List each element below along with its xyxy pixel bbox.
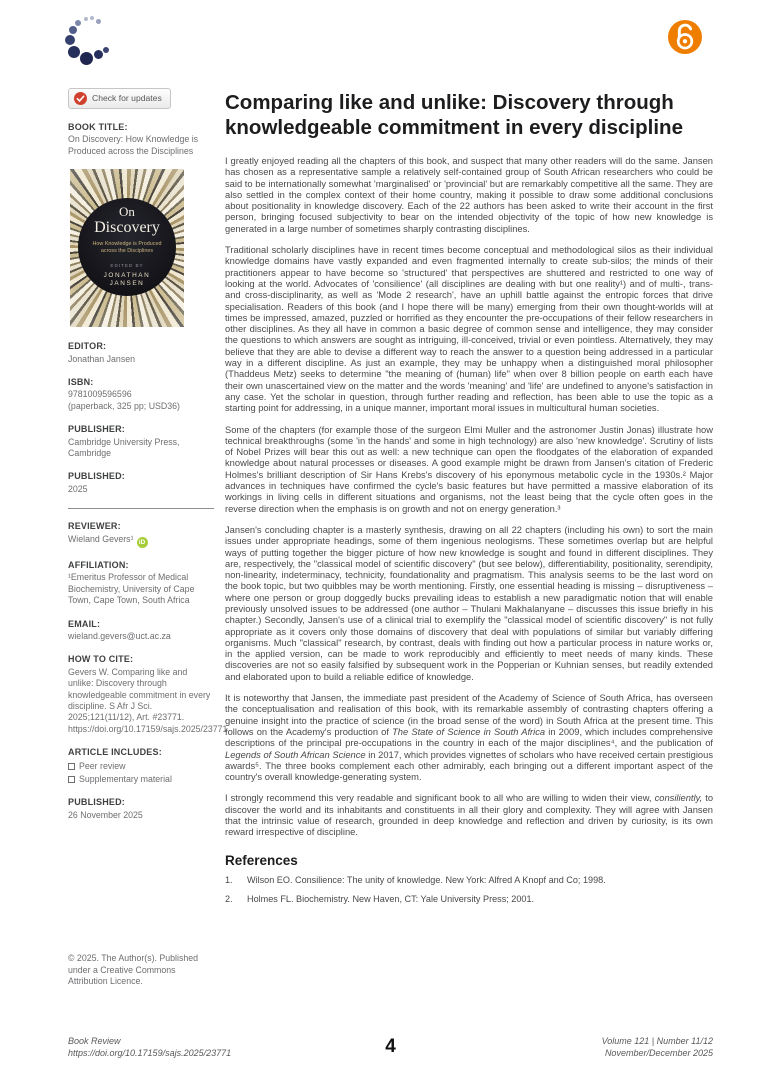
footer-doi[interactable]: https://doi.org/10.17159/sajs.2025/23771 (68, 1048, 232, 1058)
page-number: 4 (385, 1036, 396, 1057)
article-paragraph: I strongly recommend this very readable and significant book to all who are willing to widen their view, consiliently, to discover the world and its inhabitants and constituents in all their glory and complexity. They will agree with Jansen that the intrinsic value of research, grounded in deep knowledge and reflection and driven by curiosity, is its own reward irrespective of discipline. (225, 793, 714, 838)
article-includes-list (68, 761, 214, 786)
checkbox-icon (68, 776, 75, 783)
cover-editor-name: JONATHAN JANSEN (103, 272, 151, 288)
article-body (225, 156, 713, 839)
editor-label: EDITOR: (68, 341, 107, 352)
email-label: EMAIL: (68, 618, 101, 629)
published-date-label: PUBLISHED: (68, 797, 126, 808)
publisher-value: Cambridge University Press, Cambridge (68, 436, 180, 459)
checkbox-icon (68, 763, 75, 770)
book-cover-image (70, 169, 184, 327)
reference-item (225, 875, 713, 886)
article-title: Comparing like and unlike: Discovery through knowledgeable commitment in every discipline (225, 91, 683, 139)
published-value: 2025 (68, 483, 88, 494)
check-for-updates-button[interactable] (68, 88, 171, 109)
article-includes-label-text: Peer review (79, 760, 126, 771)
isbn-label: ISBN: (68, 377, 94, 388)
reference-text: Holmes FL. Biochemistry. New Haven, CT: Yale University Press; 2001. (247, 893, 535, 904)
page-footer (68, 1035, 713, 1059)
reviewer-value: Wieland Gevers¹ iD (68, 534, 214, 548)
reference-number: 2. (225, 893, 233, 904)
book-cover-circle (78, 198, 176, 296)
footer-volume: Volume 121 | Number 11/12 (601, 1036, 713, 1046)
footer-issue-date: November/December 2025 (604, 1048, 713, 1058)
reference-item (225, 894, 713, 905)
open-access-icon (668, 20, 702, 54)
article-includes-label-text: Supplementary material (79, 773, 172, 784)
cover-subtitle: How Knowledge is Produced across the Disciplines (92, 240, 162, 254)
published-label: PUBLISHED: (68, 471, 126, 482)
cover-edited-by: EDITED BY (110, 262, 144, 268)
article-paragraph: Jansen's concluding chapter is a masterly synthesis, drawing on all 22 chapters (including his own) to sort the main issues under appropriate headings, some of them ingenious neologisms. These sometimes overlap but are helpful ways of putting together the bigger picture of how new knowledge is sought and found in different disciplines. They are, respectively, the "classical model of scientific discovery" (but see below), differentiability, positionality, serendipity, non-linearity, indeterminacy, technicity, foundationality and pragmatism. This analysis seems to be the last word on the book topic, but two quibbles may be worth mentioning. Firstly, one essential heading is missing – disruptiveness – where one person or group doggedly bucks prevailing ideas to establish a new paradigmatic notion that will enable previously unsolved issues to be addressed (one author – Thulani Makhalanyane – discusses this issue briefly in his chapter.) Secondly, Jansen's use of a clinical trial to exemplify the "classical model of scientific discovery" is not fully appropriate as it covers only those domains of discovery that deal with populations of similar but variably differing organisms. Much "classical" research, by contrast, deals with finding out how a particular process in nature works or, in the applied version, can be made to work reproducibly and efficiently to meet needs of many kinds. These discoveries are not so easily falsified by subsequent work in the Popperian or Kuhnian senses, but readily extended and elaborated upon to build a reliable edifice of knowledge. (225, 524, 713, 682)
article-includes-label: ARTICLE INCLUDES: (68, 747, 162, 758)
reference-text: Wilson EO. Consilience: The unity of knowledge. New York: Alfred A Knopf and Co; 1998. (247, 874, 606, 885)
references-heading: References (225, 852, 298, 868)
check-for-updates-label: Check for updates (92, 92, 162, 103)
article-includes-item (68, 761, 214, 772)
journal-logo-icon (64, 16, 110, 64)
article-meta-sidebar (68, 88, 228, 987)
article-paragraph: Traditional scholarly disciplines have in recent times become conceptual and methodological silos as their individual knowledge domains have vastly expanded and even fragmented internally to create sub-silos; the minds of their practitioners appear to have become so 'structured' that perspectives are shuttered and restricted to one way of looking at the world. Advocates of 'consilience' (all disciplines are dealing with but one reality¹) and of multi-, trans- and cross-disciplinarity, as well as 'Mode 2 research', have an uphill battle against the entropic forces that drive specialisation. Readers of this book (and I hope there will be many) emerging from their own thought-worlds will at times be impressed, amazed, puzzled or horrified as they encounter the pre-occupations of their fellow researchers in other disciplines. As they all have in common a basic degree of common sense and intelligence, they may consider the questions to which answers are sought as intriguing, ill-conceived, trivial or even pointless. Alternatively, they may believe that they are able to devise a different way to reach the answer to a question being addressed in a particular way in a different discipline. As just an example, they may be unhappy when a distinguished moral philosopher (Thaddeus Metz) seeks to determine "the meaning of (human) life" when over 8 billion people on earth each have their own unascertained view on the matter and the words 'meaning' and 'life' are undefined to anyone's satisfaction in any case. Yet the scholar in question, through further reading and reflection, has been able to use the topic as a starting point for addressing, in a unique manner, important moral issues in multicultural human societies. (225, 245, 713, 414)
book-title-value: On Discovery: How Knowledge is Produced across the Disciplines (68, 134, 199, 156)
isbn-details: (paperback, 325 pp; USD36) (68, 400, 180, 411)
footer-section-name: Book Review (68, 1036, 121, 1046)
reference-number: 1. (225, 874, 233, 885)
crossmark-icon (74, 92, 87, 105)
published-date-value: 26 November 2025 (68, 809, 143, 820)
references-list (225, 875, 713, 905)
how-to-cite-label: HOW TO CITE: (68, 654, 134, 665)
affiliation-value: ¹Emeritus Professor of Medical Biochemistry, University of Cape Town, Cape Town, South Africa (68, 572, 195, 606)
how-to-cite-value[interactable]: Gevers W. Comparing like and unlike: Discovery through knowledgeable commitment in every discipline. S Afr J Sci. 2025;121(11/12), Art. #23771. https://doi.org/10.17159/sajs.2025/23771 (68, 666, 228, 734)
cover-title-line1: On (119, 203, 135, 219)
orcid-icon[interactable]: iD (137, 537, 148, 548)
email-value[interactable]: wieland.gevers@uct.ac.za (68, 630, 171, 641)
copyright-notice: © 2025. The Author(s). Published under a Creative Commons Attribution Licence. (68, 953, 199, 987)
sidebar-divider (68, 508, 214, 509)
isbn-number: 9781009596596 (68, 389, 132, 400)
book-title-label: BOOK TITLE: (68, 122, 128, 132)
article-includes-item (68, 774, 214, 785)
article-main (225, 88, 713, 987)
editor-value: Jonathan Jansen (68, 353, 136, 364)
cover-title-line2: Discovery (94, 218, 160, 236)
article-paragraph: I greatly enjoyed reading all the chapters of this book, and suspect that many other readers will do the same. Jansen has chosen as a representative sample a relatively self-contained group of South African researchers who could be said to be internationally somewhat 'marginalised' or 'provincial' but are remarkably competitive all the same. They are also settled in the complex context of their home country, making it possible to draw some additional conclusions about positionality in knowledge discovery. Each of the 22 authors has been asked to write their account in the first person, bringing focused subjectivity to bear on the intended objectivity of the topic of how new knowledge is generated in a large number of sometimes sharply contrasting disciplines. (225, 156, 713, 234)
article-paragraph: Some of the chapters (for example those of the surgeon Elmi Muller and the astronomer Justin Jonas) illustrate how technical breakthroughs (some 'in the hands' and some in high technology) are also 'new knowledge'. Scrutiny of lists of Nobel Prizes will bear this out as well: a new technique can open the floodgates of the elaboration of expanded knowledge about natural processes or diseases. A good example might be drawn from Jansen's citation of Frederic Holmes's brilliant description of Sir Hans Krebs's discovery of his eponymous metabolic cycle in the 1930s.² Major advances in techniques have confirmed the cycle's basic features but have permitted a massive elaboration of its workings in living cells in different situations and organisms, not the least being that the cycle often goes in the reverse direction when the emphasis is on growth and not on energy generation.³ (225, 424, 713, 514)
affiliation-label: AFFILIATION: (68, 559, 129, 570)
reviewer-label: REVIEWER: (68, 521, 121, 532)
publisher-label: PUBLISHER: (68, 424, 126, 435)
article-paragraph: It is noteworthy that Jansen, the immediate past president of the Academy of Science of South Africa, has overseen the conceptualisation and realisation of this book, with its remarkable assembly of contrasting chapters offering a genuine insight into the practice of science (in the broad sense of the word) in South Africa at the present time. This follows on the Academy's production of The State of Science in South Africa in 2009, which includes comprehensive descriptions of the principal pre-occupations in the country in each of the major disciplines⁴, and the publication of Legends of South African Science in 2017, which provides vignettes of scholars who have received certain prestigious awards⁵. The three books complement each other admirably, each bringing out a different important aspect of the country's overall knowledge-generating system. (225, 693, 713, 783)
